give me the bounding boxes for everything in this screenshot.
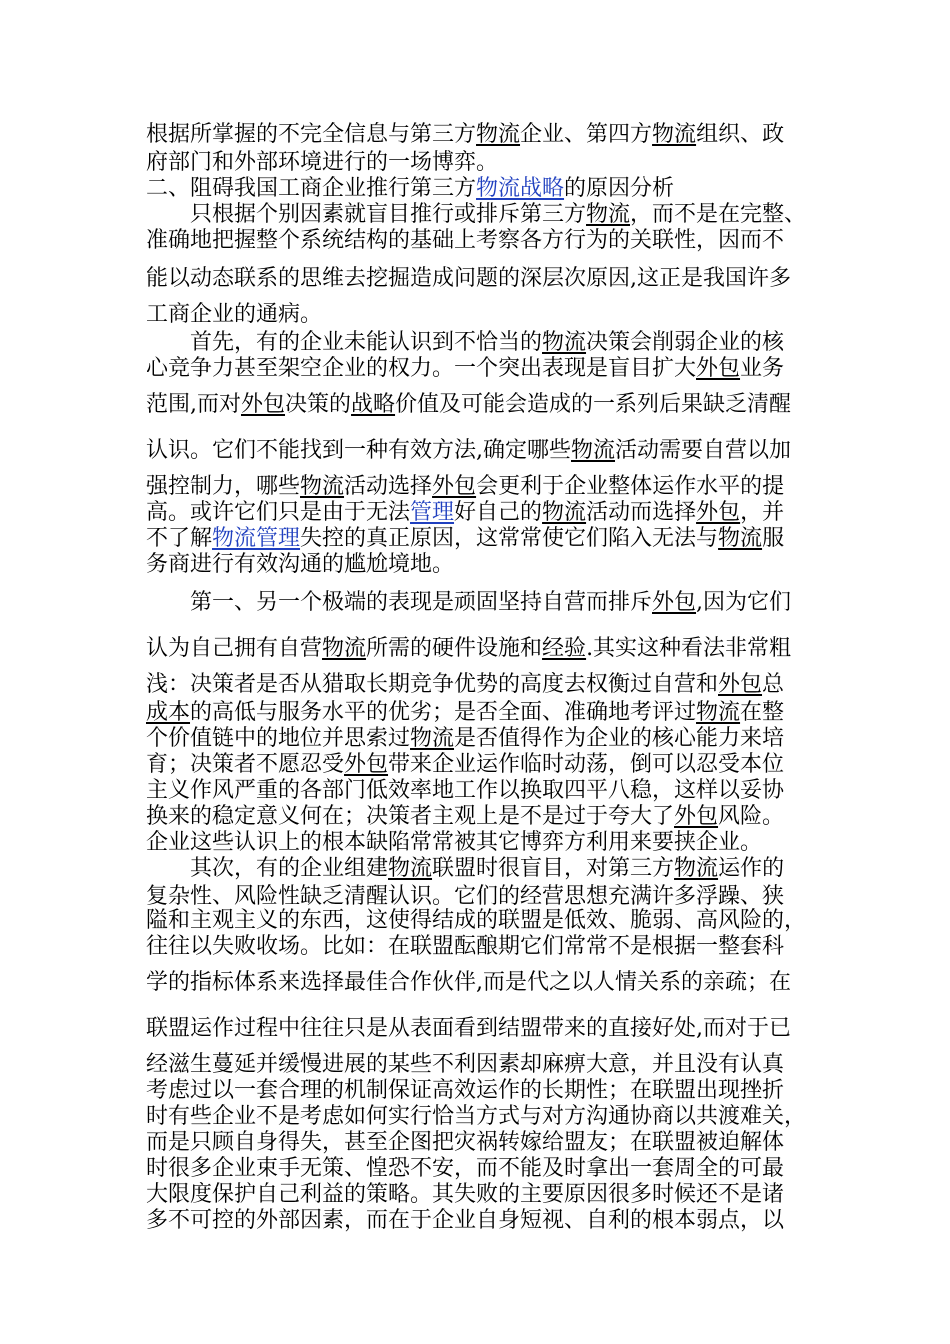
underlined-term: 物流 [542,500,587,525]
text-line [146,392,826,418]
text-run: 考虑过以一套合理的机制保证高效运作的长期性；在联盟出现挫折 [146,1078,785,1103]
text-line [146,1052,826,1078]
text-run: 活动需要自营以加 [615,438,792,463]
text-run: 风险。 [718,804,785,829]
underlined-term: 战略 [351,392,396,417]
text-line [146,474,826,500]
text-line [146,526,826,552]
text-run: 往往以失败收场。比如：在联盟酝酿期它们常常不是根据一整套科 [146,934,785,959]
text-line [146,202,826,228]
text-line [146,590,826,616]
text-run: 首先，有的企业未能认识到不恰当的 [146,330,543,355]
underlined-term: 外包 [652,590,697,615]
text-line [146,884,826,910]
text-line [146,672,826,698]
text-line [146,830,826,856]
text-line [146,804,826,830]
text-line [146,856,826,882]
text-run: 会更利于企业整体运作水平的提 [476,474,785,499]
text-run: ，并 [740,500,785,525]
text-run: 业务 [740,356,785,381]
underlined-term: 物流 [410,726,455,751]
text-run: 多不可控的外部因素，而在于企业自身短视、自利的根本弱点，以 [146,1208,785,1233]
text-run: 经滋生蔓延并缓慢进展的某些不利因素却麻痹大意，并且没有认真 [146,1052,785,1077]
text-line [146,356,826,382]
underlined-term: 物流 [322,636,367,661]
text-run: 时有些企业不是考虑如何实行恰当方式与对方沟通协商以共渡难关， [146,1104,807,1129]
underlined-term: 物流 [696,700,741,725]
underlined-term: 经验 [542,636,587,661]
text-run: 能以动态联系的思维去挖掘造成问题的深层次原因,这正是我国许多 [146,266,791,291]
text-line [146,552,826,578]
underlined-term: 物流 [571,438,616,463]
text-line [146,1016,826,1042]
text-run: 主义作风严重的各部门低效率地工作以换取四平八稳，这样以妥协 [146,778,785,803]
text-run: 强控制力，哪些 [146,474,301,499]
text-run: 学的指标体系来选择最佳合作伙伴,而是代之以人情关系的亲疏；在 [146,970,791,995]
text-line [146,778,826,804]
text-line [146,228,826,254]
text-run: 带来企业运作临时动荡，倒可以忍受本位 [388,752,785,777]
text-run: 而是只顾自身得失，甚至企图把灾祸转嫁给盟友；在联盟被迫解体 [146,1130,785,1155]
text-line [146,970,826,996]
underlined-term: 外包 [432,474,477,499]
text-run: 是否值得作为企业的核心能力来培 [454,726,785,751]
text-run: 换来的稳定意义何在；决策者主观上是不是过于夸大了 [146,804,675,829]
text-run: 务商进行有效沟通的尴尬境地。 [146,552,455,577]
text-line [146,636,826,662]
underlined-term: 物流 [300,474,345,499]
underlined-term: 物流 [652,122,697,147]
underlined-term: 物流 [718,526,763,551]
text-run: 的高低与服务水平的优劣；是否全面、准确地考评过 [190,700,697,725]
underlined-term: 物流 [586,202,631,227]
text-run: 失控的真正原因，这常常使它们陷入无法与 [300,526,719,551]
text-run: 在整 [740,700,785,725]
text-line [146,438,826,464]
text-run: 工商企业的通病。 [146,302,323,327]
text-line [146,266,826,292]
text-run: 二、阻碍我国工商企业推行第三方 [146,176,477,201]
text-run: 运作的 [718,856,785,881]
hyperlink[interactable]: 管理 [410,500,455,525]
text-line [146,302,826,328]
text-run: 时很多企业束手无策、惶恐不安，而不能及时拿出一套周全的可最 [146,1156,785,1181]
text-line [146,934,826,960]
text-run: 活动而选择 [586,500,697,525]
text-line [146,1182,826,1208]
text-run: 企业、第四方 [520,122,653,147]
underlined-term: 外包 [696,500,741,525]
text-run: 决策的 [285,392,352,417]
text-run: 活动选择 [344,474,433,499]
text-run: 好自己的 [454,500,543,525]
text-line [146,752,826,778]
text-run: 的原因分析 [564,176,675,201]
underlined-term: 物流 [542,330,587,355]
text-line [146,1130,826,1156]
underlined-term: 成本 [146,700,191,725]
text-line [146,1104,826,1130]
text-run: 高。或许它们只是由于无法 [146,500,411,525]
text-run: 第一、另一个极端的表现是顽固坚持自营而排斥 [146,590,653,615]
text-run: 不了解 [146,526,213,551]
text-run: 准确地把握整个系统结构的基础上考察各方行为的关联性，因而不 [146,228,785,253]
text-run: 心竞争力甚至架空企业的权力。一个突出表现是盲目扩大 [146,356,697,381]
text-line [146,1078,826,1104]
text-run: 价值及可能会造成的一系列后果缺乏清醒 [395,392,792,417]
text-run: 只根据个别因素就盲目推行或排斥第三方 [146,202,587,227]
underlined-term: 物流 [388,856,433,881]
text-run: 总 [762,672,785,697]
underlined-term: 外包 [696,356,741,381]
text-run: 浅：决策者是否从猎取长期竞争优势的高度去权衡过自营和 [146,672,719,697]
text-run: 其次，有的企业组建 [146,856,389,881]
underlined-term: 外包 [718,672,763,697]
text-line [146,726,826,752]
text-run: 复杂性、风险性缺乏清醒认识。它们的经营思想充满许多浮躁、狭 [146,884,785,909]
underlined-term: 外包 [674,804,719,829]
hyperlink[interactable]: 物流战略 [476,176,565,201]
hyperlink[interactable]: 物流管理 [212,526,301,551]
text-line [146,1208,826,1234]
text-run: 育；决策者不愿忍受 [146,752,345,777]
underlined-term: 外包 [344,752,389,777]
underlined-term: 外包 [241,392,286,417]
underlined-term: 物流 [674,856,719,881]
text-run: 认为自己拥有自营 [146,636,323,661]
text-run: 决策会削弱企业的核 [586,330,785,355]
text-line [146,700,826,726]
text-line [146,1156,826,1182]
text-run: 范围,而对 [146,392,241,417]
text-run: 所需的硬件设施和 [366,636,543,661]
text-run: .其实这种看法非常粗 [586,636,792,661]
text-line [146,122,826,148]
text-line [146,908,826,934]
underlined-term: 物流 [476,122,521,147]
text-run: 企业这些认识上的根本缺陷常常被其它博弈方利用来要挟企业。 [146,830,763,855]
text-line [146,176,826,202]
text-run: ,因为它们 [696,590,792,615]
text-run: 根据所掌握的不完全信息与第三方 [146,122,477,147]
text-run: 大限度保护自己利益的策略。其失败的主要原因很多时候还不是诸 [146,1182,785,1207]
text-line [146,150,826,176]
text-line [146,330,826,356]
text-run: 联盟时很盲目，对第三方 [432,856,675,881]
text-run: 组织、政 [696,122,785,147]
text-run: 个价值链中的地位并思索过 [146,726,411,751]
text-run: ，而不是在完整、 [630,202,807,227]
text-run: 府部门和外部环境进行的一场博弈。 [146,150,499,175]
text-run: 认识。它们不能找到一种有效方法,确定哪些 [146,438,571,463]
text-line [146,500,826,526]
text-run: 隘和主观主义的东西，这使得结成的联盟是低效、脆弱、高风险的， [146,908,807,933]
text-run: 联盟运作过程中往往只是从表面看到结盟带来的直接好处,而对于已 [146,1016,791,1041]
text-run: 服 [762,526,785,551]
